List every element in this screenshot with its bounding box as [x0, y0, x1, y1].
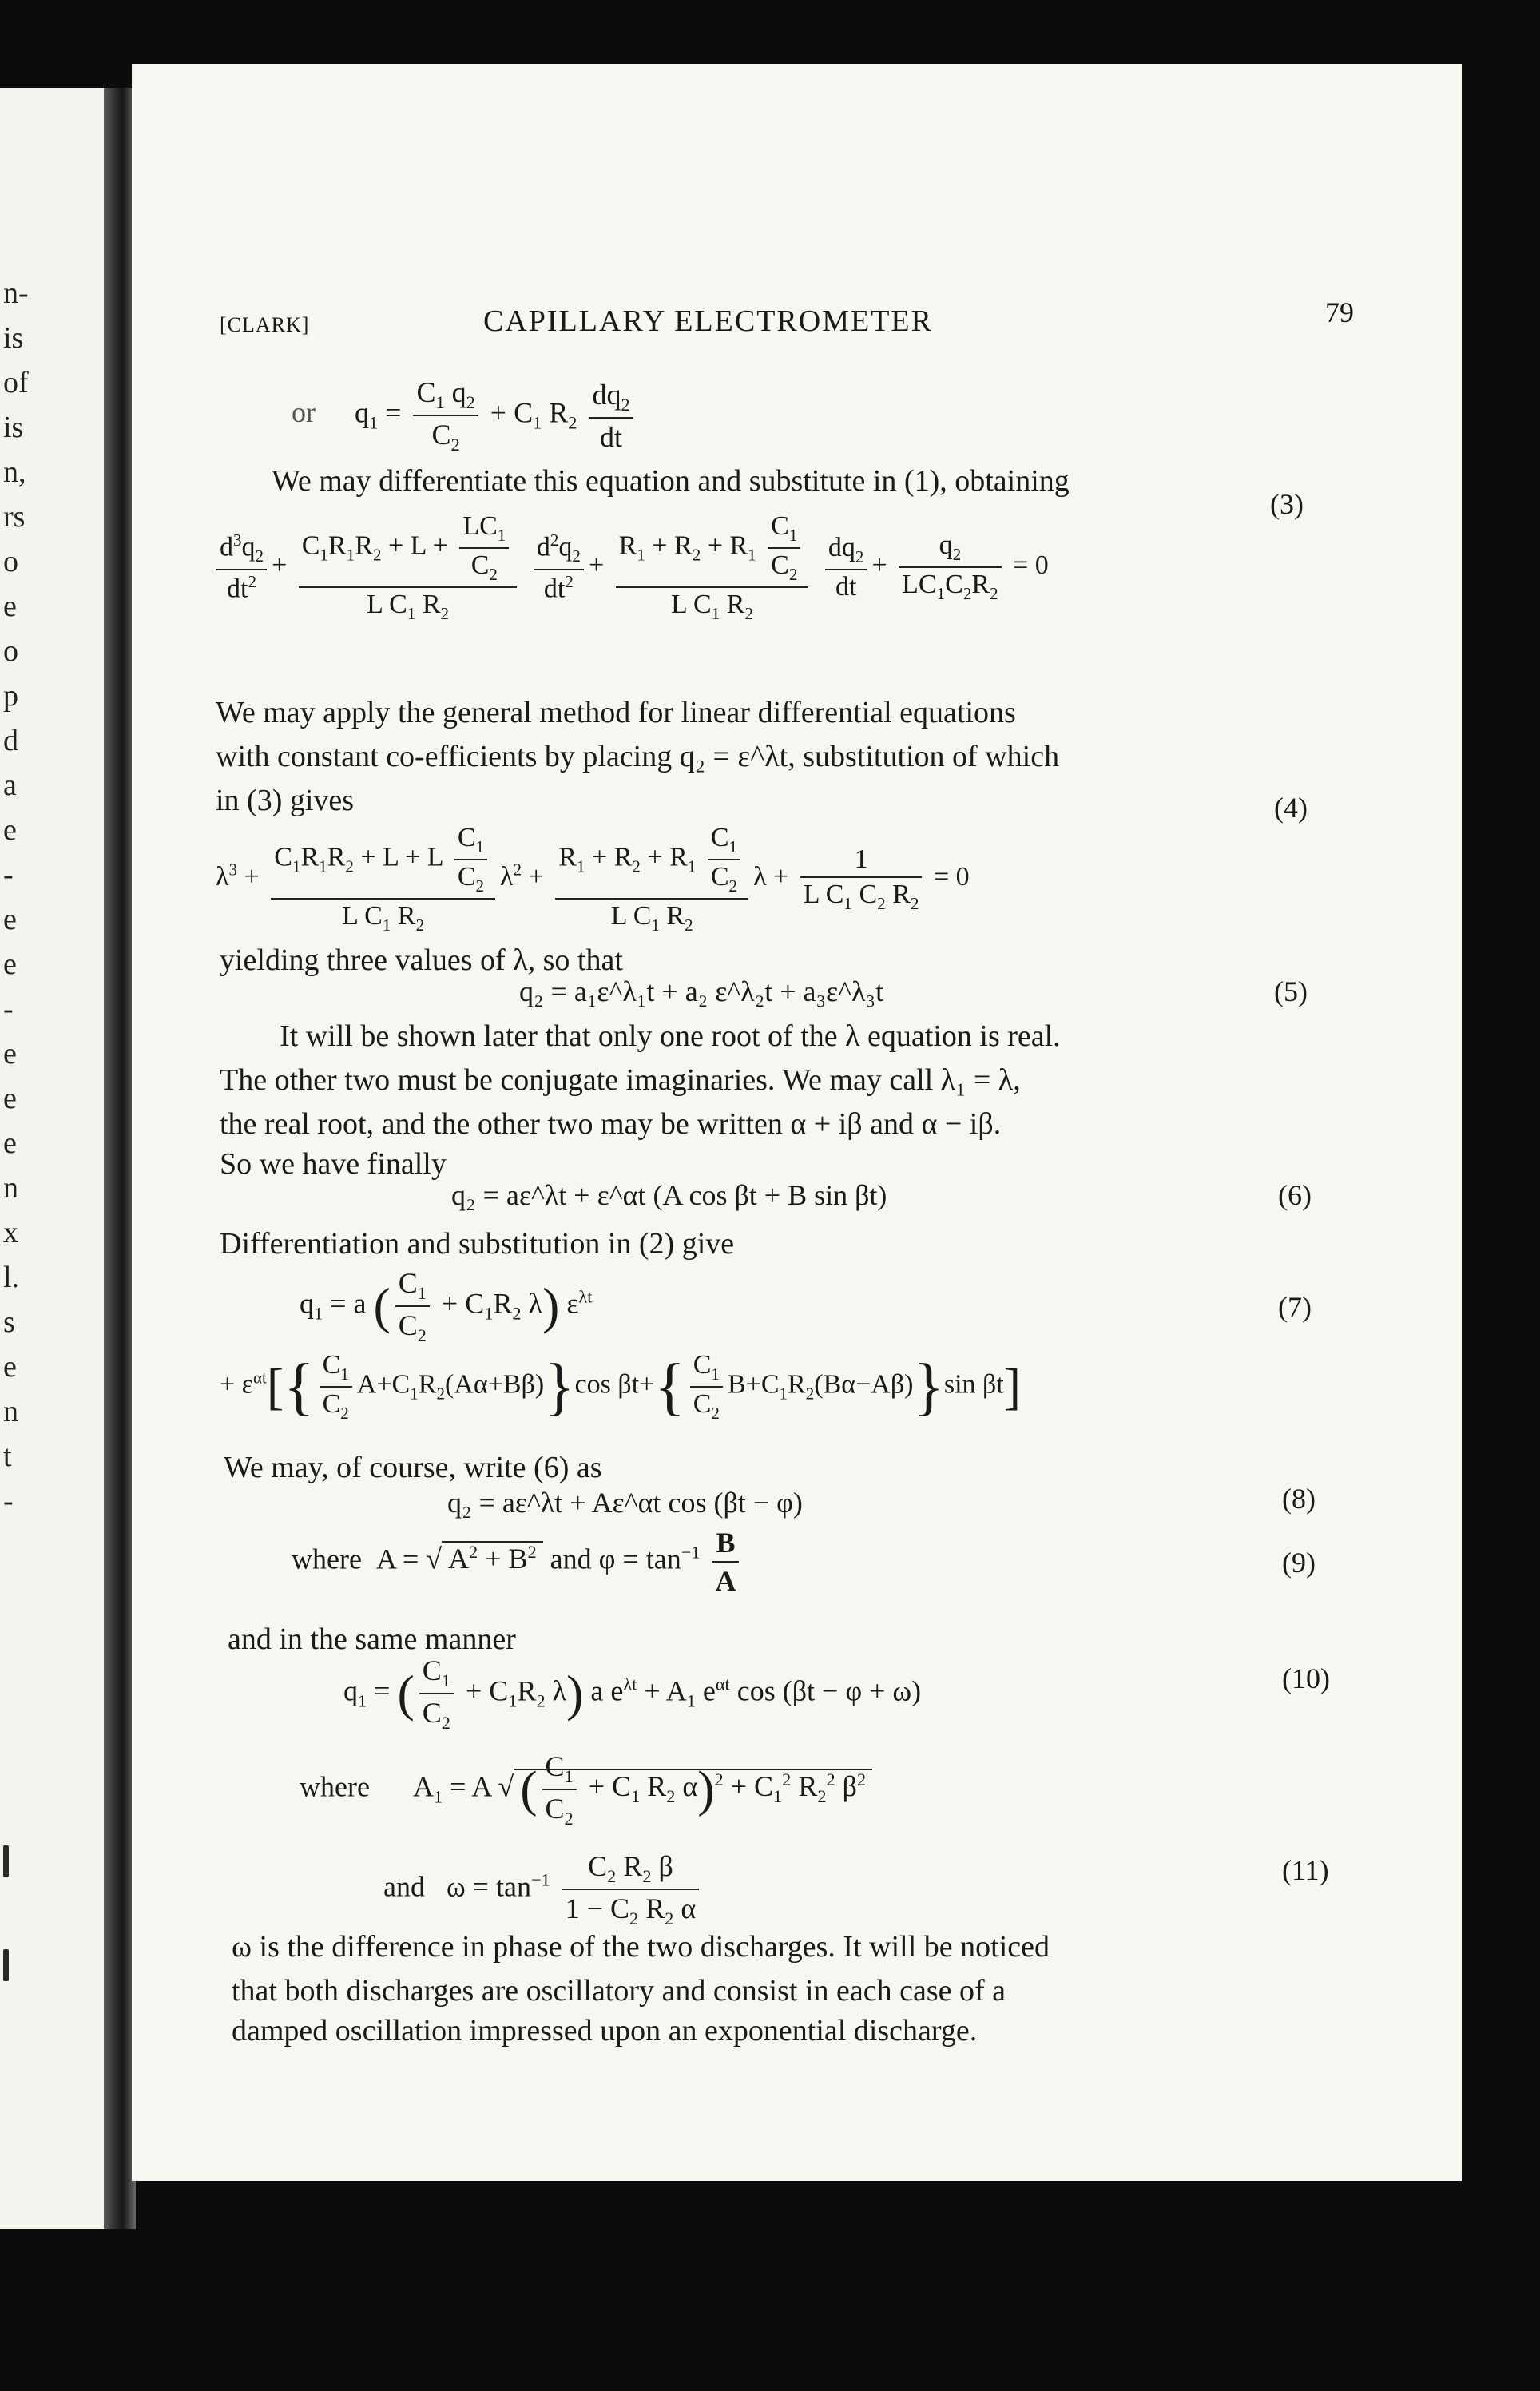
- equation-6: q₂ = aε^λt + ε^αt (A cos βt + B sin βt): [451, 1179, 887, 1211]
- left-margin-fragment: l.: [3, 1261, 20, 1294]
- equation-10: $q_1$ = ( $\frac{C_1}{C_2}$ + $C_1R_2$ λ) a $e^{\lambda t} + A_1$ $e^{\alpha t}$ cos (βt − φ + ω): [343, 1654, 922, 1734]
- equation-number-11: (11): [1282, 1854, 1329, 1886]
- left-margin-fragment: e: [3, 590, 17, 623]
- left-margin-fragment: e: [3, 1082, 17, 1115]
- equation-number-10: (10): [1282, 1662, 1330, 1694]
- equation-7b: + $\varepsilon^{\alpha t}$[{ $\frac{C_1}{C_2}$ $A+C_1R_2(A\alpha+B\beta)\}\cos$ βt+{ $\frac{C_1}{C_2}$ $B+C_1R_2(B\alpha-A\beta)\}\sin$ βt]: [220, 1350, 1022, 1423]
- equation-q1: or $q_1$ = $\frac{C_1 q_2}{C_2}$ + $C_1$ $R_2$ $\frac{dq_2}{dt}$: [292, 375, 638, 455]
- equation-4: $\lambda^3$ + $C_1R_1R_2 + L + L$ $\frac{C_1}{C_2}$ L $C_1$ $R_2$ $\lambda^2$ + $R_1 + R_2 + R_1$ $\frac{C_1}{C_2}$ L $C_1$ $R_2$ λ + $\frac{1}{L C_1 C_2 R_2}$ = 0: [216, 823, 970, 935]
- equation-3: $\frac{d^3q_2}{dt^2}$ + $C_1R_1R_2 + L$ + $\frac{LC_1}{C_2}$ L $C_1$ $R_2$ $\frac{d^2q_2}{dt^2}$ + $R_1 + R_2 + R_1$ $\frac{C_1}{C_2}$ L $C_1$ $R_2$ $\frac{dq_2}{dt}$ + $\frac{q_2}{LC_1C_2R_2}$ = 0: [212, 511, 1049, 623]
- equation-number-3: (3): [1270, 488, 1304, 520]
- left-margin-fragment: x: [3, 1216, 18, 1249]
- paragraph-line: ω is the difference in phase of the two discharges. It will be noticed: [232, 1930, 1050, 1964]
- left-margin-fragment: t: [3, 1440, 12, 1473]
- paragraph-line: It will be shown later that only one root of the λ equation is real.: [280, 1019, 1061, 1053]
- left-page-mark: [3, 1845, 9, 1877]
- page-number: 79: [1325, 296, 1354, 328]
- left-margin-fragment: n: [3, 1171, 18, 1205]
- left-margin-fragment: is: [3, 411, 24, 444]
- equation-10-where: where $A_1 = A$ √ ( $\frac{C_1}{C_2}$ + $C_1$ $R_2$ $\alpha)^2 + C_1^2$ $R_2^2$ $\beta^2$: [300, 1750, 872, 1829]
- paragraph-line: We may, of course, write (6) as: [224, 1451, 602, 1484]
- paragraph-line: Differentiation and substitution in (2) give: [220, 1227, 735, 1261]
- left-margin-fragment: o: [3, 545, 18, 578]
- equation-8: q₂ = aε^λt + Aε^αt cos (βt − φ): [447, 1487, 803, 1519]
- left-margin-fragment: of: [3, 366, 29, 399]
- left-margin-fragment: -: [3, 1484, 14, 1518]
- left-margin-fragment: n,: [3, 455, 26, 489]
- page-header: [220, 296, 1354, 352]
- paragraph-line: yielding three values of λ, so that: [220, 943, 623, 977]
- left-margin-fragment: e: [3, 1350, 17, 1384]
- paragraph-line: So we have finally: [220, 1147, 447, 1181]
- or-label: or: [292, 396, 316, 429]
- paragraph-line: with constant co-efficients by placing q₂ = ε^λt, substitution of which: [216, 740, 1060, 773]
- left-margin-fragment: o: [3, 634, 18, 668]
- left-margin-fragment: d: [3, 724, 18, 757]
- paragraph-line: and in the same manner: [228, 1622, 516, 1656]
- equation-7a: $q_1 = a$ ( $\frac{C_1}{C_2}$ + $C_1R_2$ λ) $\varepsilon^{\lambda t}$: [300, 1267, 593, 1346]
- equation-number-6: (6): [1278, 1179, 1312, 1211]
- book-spine-shadow: [104, 88, 136, 2229]
- left-margin-fragment: e: [3, 1126, 17, 1160]
- paragraph-line: that both discharges are oscillatory and consist in each case of a: [232, 1974, 1006, 2008]
- equation-11: and $\omega = \tan^{-1}$ $\frac{C_2 R_2 \beta}{1 - C_2 R_2 \alpha}$: [383, 1849, 704, 1929]
- left-margin-fragment: a: [3, 769, 17, 802]
- right-page: [132, 64, 1462, 2181]
- left-page-sliver: [0, 88, 112, 2229]
- equation-number-4: (4): [1274, 792, 1308, 824]
- left-margin-fragment: s: [3, 1305, 15, 1339]
- left-margin-fragment: rs: [3, 500, 26, 534]
- paragraph-line: We may differentiate this equation and substitute in (1), obtaining: [272, 464, 1070, 498]
- equation-number-9: (9): [1282, 1547, 1316, 1579]
- where-label: where: [292, 1543, 362, 1575]
- left-margin-fragment: e: [3, 947, 17, 981]
- paragraph-line: The other two must be conjugate imaginaries. We may call λ₁ = λ,: [220, 1063, 1021, 1097]
- running-head-author: [CLARK]: [220, 313, 310, 336]
- left-margin-fragment: e: [3, 1037, 17, 1070]
- left-margin-fragment: e: [3, 813, 17, 847]
- equation-number-8: (8): [1282, 1483, 1316, 1515]
- where-label: where: [300, 1770, 370, 1803]
- left-margin-fragment: -: [3, 858, 14, 892]
- paragraph-line: in (3) gives: [216, 784, 355, 817]
- left-margin-fragment: p: [3, 679, 18, 713]
- paragraph-line: We may apply the general method for linear differential equations: [216, 696, 1016, 729]
- left-page-mark: [3, 1949, 9, 1981]
- paragraph-line: the real root, and the other two may be written α + iβ and α − iβ.: [220, 1107, 1002, 1141]
- left-margin-fragment: e: [3, 903, 17, 936]
- equation-9: where A = √ $A^2 + B^2$ and $\varphi = \tan^{-1}$ $\frac{B}{A}$: [292, 1526, 744, 1598]
- paragraph-line: damped oscillation impressed upon an exponential discharge.: [232, 2014, 978, 2047]
- and-label: and: [383, 1870, 425, 1903]
- left-margin-fragment: n-: [3, 276, 29, 310]
- running-head-title: CAPILLARY ELECTROMETER: [483, 304, 933, 338]
- equation-5: q₂ = a₁ε^λ₁t + a₂ ε^λ₂t + a₃ε^λ₃t: [519, 975, 884, 1007]
- left-margin-fragment: -: [3, 992, 14, 1026]
- equation-number-7: (7): [1278, 1291, 1312, 1323]
- left-margin-fragment: is: [3, 321, 24, 355]
- equation-number-5: (5): [1274, 975, 1308, 1007]
- left-margin-fragment: n: [3, 1395, 18, 1428]
